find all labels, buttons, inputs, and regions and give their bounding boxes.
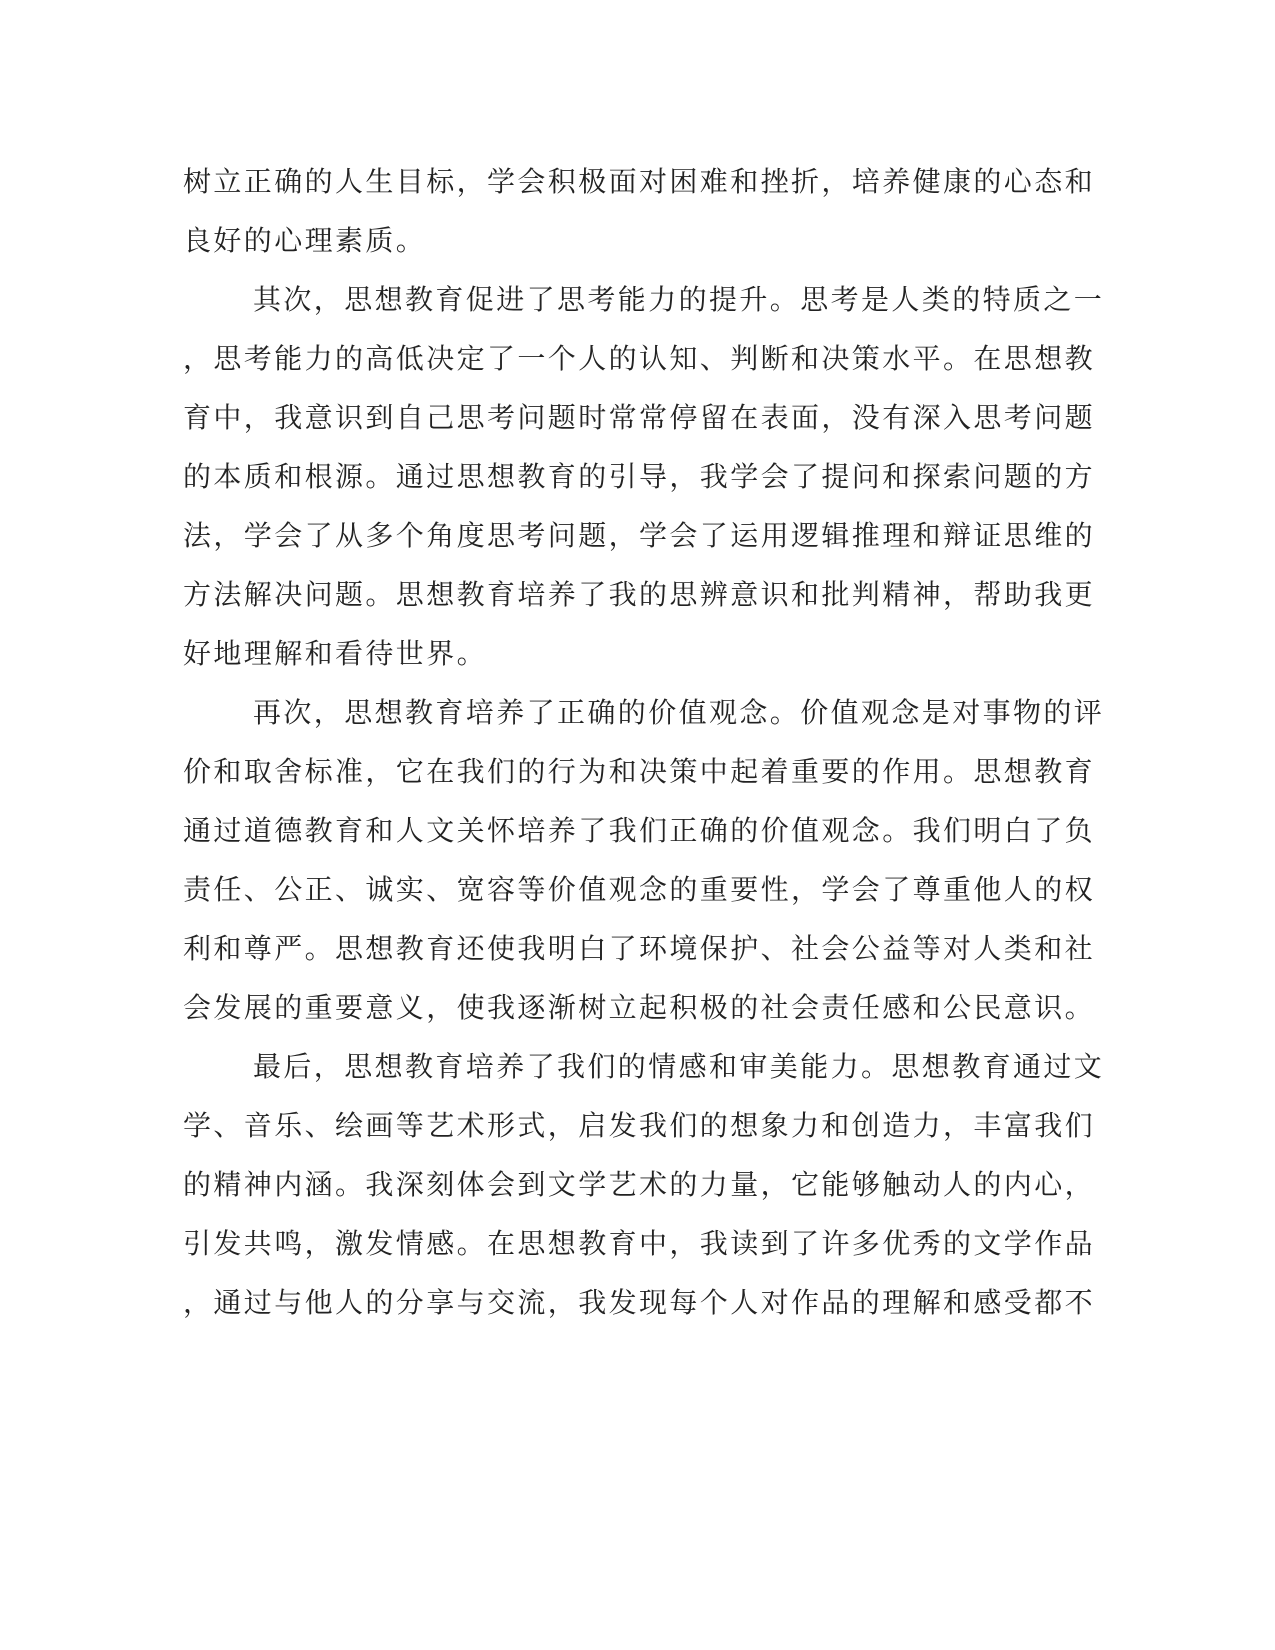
text-line: 法，学会了从多个角度思考问题，学会了运用逻辑推理和辩证思维的 bbox=[183, 519, 1096, 552]
paragraph-start-line: 其次，思想教育促进了思考能力的提升。思考是人类的特质之一 bbox=[253, 283, 1105, 316]
text-line: 通过道德教育和人文关怀培养了我们正确的价值观念。我们明白了负 bbox=[183, 814, 1096, 847]
text-line: ，通过与他人的分享与交流，我发现每个人对作品的理解和感受都不 bbox=[183, 1286, 1096, 1319]
text-line: 良好的心理素质。 bbox=[183, 224, 427, 257]
text-line: 好地理解和看待世界。 bbox=[183, 637, 488, 670]
text-line: 育中，我意识到自己思考问题时常常停留在表面，没有深入思考问题 bbox=[183, 401, 1096, 434]
body-text bbox=[183, 160, 1105, 1340]
text-line: 学、音乐、绘画等艺术形式，启发我们的想象力和创造力，丰富我们 bbox=[183, 1109, 1096, 1142]
paragraph-start-line: 最后，思想教育培养了我们的情感和审美能力。思想教育通过文 bbox=[253, 1050, 1105, 1083]
paragraph-start-line: 再次，思想教育培养了正确的价值观念。价值观念是对事物的评 bbox=[253, 696, 1105, 729]
text-line: 价和取舍标准，它在我们的行为和决策中起着重要的作用。思想教育 bbox=[183, 755, 1096, 788]
text-line: 责任、公正、诚实、宽容等价值观念的重要性，学会了尊重他人的权 bbox=[183, 873, 1096, 906]
text-line: 利和尊严。思想教育还使我明白了环境保护、社会公益等对人类和社 bbox=[183, 932, 1096, 965]
text-line: ，思考能力的高低决定了一个人的认知、判断和决策水平。在思想教 bbox=[183, 342, 1096, 375]
text-line: 的本质和根源。通过思想教育的引导，我学会了提问和探索问题的方 bbox=[183, 460, 1096, 493]
text-line: 会发展的重要意义，使我逐渐树立起积极的社会责任感和公民意识。 bbox=[183, 991, 1096, 1024]
text-line: 引发共鸣，激发情感。在思想教育中，我读到了许多优秀的文学作品 bbox=[183, 1227, 1096, 1260]
text-line: 方法解决问题。思想教育培养了我的思辨意识和批判精神，帮助我更 bbox=[183, 578, 1096, 611]
text-line: 的精神内涵。我深刻体会到文学艺术的力量，它能够触动人的内心， bbox=[183, 1168, 1096, 1201]
text-line: 树立正确的人生目标，学会积极面对困难和挫折，培养健康的心态和 bbox=[183, 165, 1096, 198]
